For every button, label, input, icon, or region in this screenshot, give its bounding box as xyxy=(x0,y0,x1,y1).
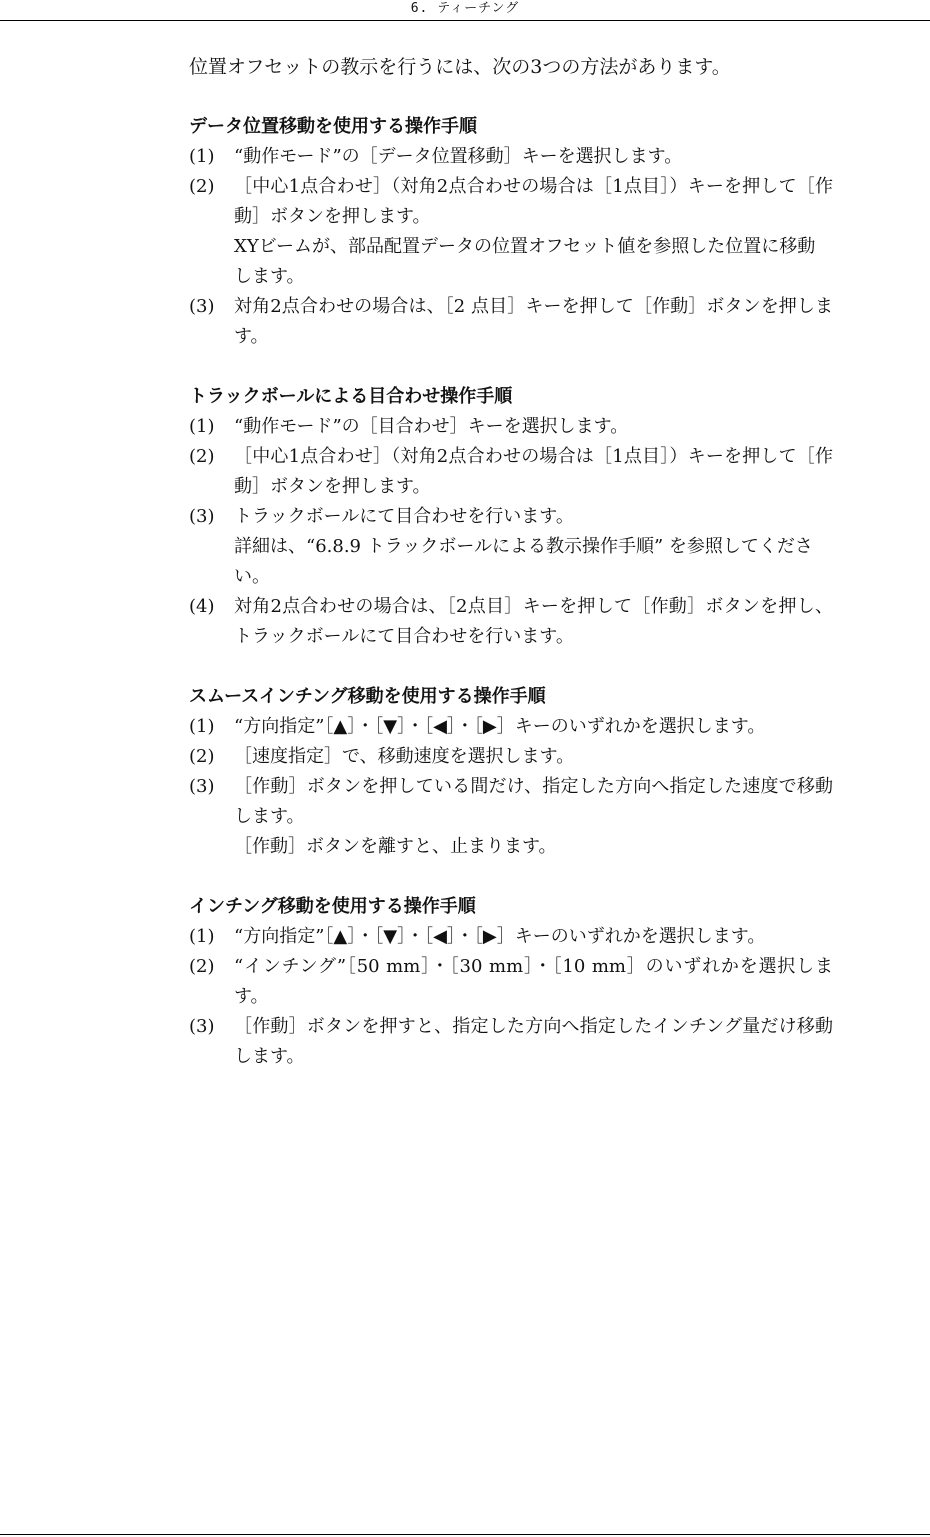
section-title: インチング移動を使用する操作手順 xyxy=(189,896,476,917)
step-text: 対角2点合わせの場合は、［2点目］キーを押して［作動］ボタンを押し、トラックボールにて目合わせを行います。 xyxy=(234,596,833,647)
step-text: “動作モード”の［データ位置移動］キーを選択します。 xyxy=(234,146,683,167)
procedure-section xyxy=(189,682,833,862)
procedure-sections xyxy=(189,112,833,1072)
procedure-step xyxy=(189,172,833,292)
step-number: (1) xyxy=(189,146,215,167)
step-text: “方向指定”［▲］・［▼］・［◀］・［▶］キーのいずれかを選択します。 xyxy=(234,926,766,947)
procedure-step xyxy=(189,292,833,352)
step-text: ［中心1点合わせ］（対角2点合わせの場合は［1点目］）キーを押して［作動］ボタンを押します。 xyxy=(234,176,833,227)
procedure-step xyxy=(189,442,833,502)
step-text: ［作動］ボタンを押している間だけ、指定した方向へ指定した速度で移動します。 xyxy=(234,776,833,827)
step-text: “動作モード”の［目合わせ］キーを選択します。 xyxy=(234,416,629,437)
procedure-section xyxy=(189,112,833,352)
procedure-section xyxy=(189,382,833,652)
section-title: スムースインチング移動を使用する操作手順 xyxy=(189,686,546,707)
procedure-step xyxy=(189,922,833,952)
step-number: (3) xyxy=(189,776,215,797)
step-number: (1) xyxy=(189,926,215,947)
step-text: ［中心1点合わせ］（対角2点合わせの場合は［1点目］）キーを押して［作動］ボタンを押します。 xyxy=(234,446,833,497)
procedure-section xyxy=(189,892,833,1072)
step-text: “方向指定”［▲］・［▼］・［◀］・［▶］キーのいずれかを選択します。 xyxy=(234,716,766,737)
chapter-title: 6. ティーチング xyxy=(410,1,520,16)
page-content xyxy=(189,52,833,1072)
step-text: トラックボールにて目合わせを行います。 xyxy=(234,506,574,527)
step-number: (2) xyxy=(189,176,215,197)
step-note: 詳細は、“6.8.9 トラックボールによる教示操作手順” を参照してください。 xyxy=(234,536,813,587)
procedure-step xyxy=(189,412,833,442)
step-note: ［作動］ボタンを離すと、止まります。 xyxy=(234,836,557,857)
intro-text: 位置オフセットの教示を行うには、次の3つの方法があります。 xyxy=(189,56,731,78)
step-number: (3) xyxy=(189,1016,215,1037)
page-header xyxy=(0,0,930,21)
step-number: (4) xyxy=(189,596,215,617)
procedure-step xyxy=(189,742,833,772)
step-text: 対角2点合わせの場合は、［2 点目］キーを押して［作動］ボタンを押します。 xyxy=(234,296,833,347)
step-text: “インチング”［50 mm］・［30 mm］・［10 mm］のいずれかを選択します。 xyxy=(234,956,833,1007)
step-number: (2) xyxy=(189,446,215,467)
step-number: (2) xyxy=(189,746,215,767)
step-text: ［速度指定］で、移動速度を選択します。 xyxy=(234,746,575,767)
procedure-step xyxy=(189,1012,833,1072)
procedure-step xyxy=(189,592,833,652)
procedure-step xyxy=(189,952,833,1012)
step-number: (2) xyxy=(189,956,215,977)
step-note: XYビームが、部品配置データの位置オフセット値を参照した位置に移動します。 xyxy=(234,236,816,287)
procedure-step xyxy=(189,502,833,592)
procedure-step xyxy=(189,712,833,742)
section-title: データ位置移動を使用する操作手順 xyxy=(189,116,477,137)
step-number: (3) xyxy=(189,296,215,317)
procedure-step xyxy=(189,772,833,862)
footer-rule xyxy=(0,1534,930,1535)
step-number: (1) xyxy=(189,716,215,737)
step-number: (1) xyxy=(189,416,215,437)
section-title: トラックボールによる目合わせ操作手順 xyxy=(189,386,513,407)
procedure-step xyxy=(189,142,833,172)
step-number: (3) xyxy=(189,506,215,527)
step-text: ［作動］ボタンを押すと、指定した方向へ指定したインチング量だけ移動します。 xyxy=(234,1016,833,1067)
